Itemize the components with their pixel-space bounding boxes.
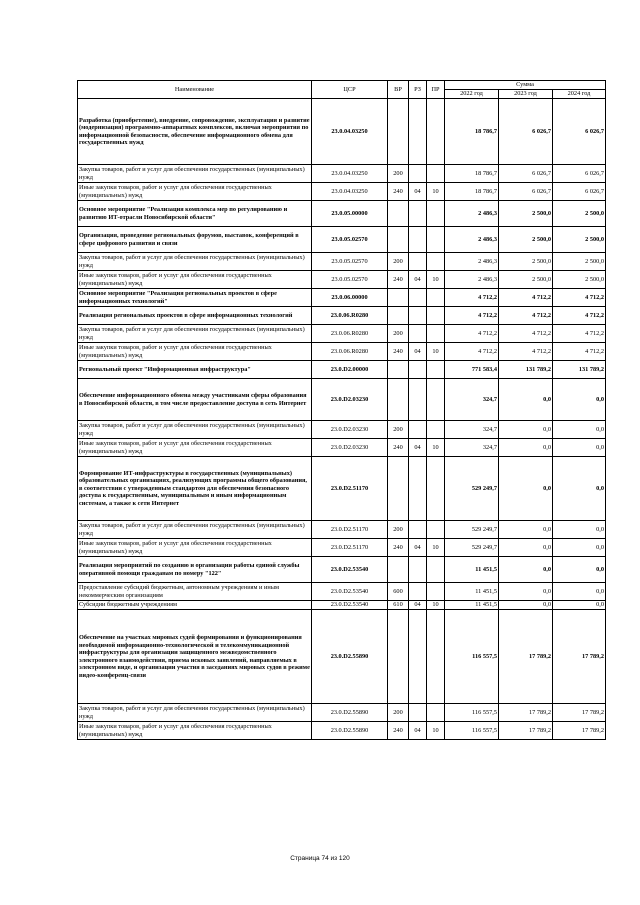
row-sum-2024: 2 500,0 [553, 201, 606, 227]
row-rz [409, 704, 427, 722]
row-csr: 23.0.D2.53540 [312, 557, 388, 583]
header-year-2023: 2023 год [499, 90, 553, 99]
row-sum-2024: 4 712,2 [553, 325, 606, 343]
row-vr: 200 [388, 704, 409, 722]
row-rz [409, 583, 427, 601]
page-number: Страница 74 из 120 [290, 855, 350, 862]
row-rz [409, 201, 427, 227]
header-year-2022: 2022 год [445, 90, 499, 99]
row-csr: 23.0.D2.03230 [312, 379, 388, 421]
row-name: Реализация региональных проектов в сфере информационных технологий [78, 307, 312, 325]
row-pr [427, 165, 445, 183]
row-csr: 23.0.05.02570 [312, 227, 388, 253]
row-vr [388, 610, 409, 704]
row-rz [409, 99, 427, 165]
row-sum-2022: 18 786,7 [445, 183, 499, 201]
row-sum-2023: 2 500,0 [499, 201, 553, 227]
row-rz [409, 379, 427, 421]
table-row [78, 583, 606, 601]
row-csr: 23.0.D2.51170 [312, 539, 388, 557]
row-name: Субсидии бюджетным учреждениям [78, 601, 312, 610]
row-sum-2023: 131 789,2 [499, 361, 553, 379]
row-pr: 10 [427, 539, 445, 557]
header-vr: ВР [388, 81, 409, 99]
row-sum-2022: 18 786,7 [445, 165, 499, 183]
row-sum-2023: 6 026,7 [499, 165, 553, 183]
row-vr: 240 [388, 722, 409, 740]
row-name: Иные закупки товаров, работ и услуг для обеспечения государственных (муниципальных) нужд [78, 439, 312, 457]
row-csr: 23.0.04.03250 [312, 165, 388, 183]
row-sum-2022: 11 451,5 [445, 601, 499, 610]
row-pr [427, 201, 445, 227]
row-vr [388, 457, 409, 521]
row-pr: 10 [427, 439, 445, 457]
budget-table [77, 80, 606, 740]
row-csr: 23.0.D2.00000 [312, 361, 388, 379]
row-pr: 10 [427, 722, 445, 740]
row-vr [388, 361, 409, 379]
row-sum-2023: 4 712,2 [499, 307, 553, 325]
row-sum-2023: 0,0 [499, 379, 553, 421]
row-sum-2023: 6 026,7 [499, 183, 553, 201]
row-pr [427, 253, 445, 271]
row-sum-2022: 529 249,7 [445, 539, 499, 557]
row-csr: 23.0.05.02570 [312, 253, 388, 271]
row-sum-2024: 2 500,0 [553, 253, 606, 271]
row-name: Закупка товаров, работ и услуг для обеспечения государственных (муниципальных) нужд [78, 704, 312, 722]
row-vr: 240 [388, 539, 409, 557]
row-rz [409, 325, 427, 343]
table-row [78, 227, 606, 253]
row-vr [388, 557, 409, 583]
row-sum-2024: 17 789,2 [553, 722, 606, 740]
row-sum-2023: 0,0 [499, 557, 553, 583]
row-pr [427, 289, 445, 307]
row-name: Основное мероприятие "Реализация комплекса мер по регулированию и развитию ИТ-отрасли Новосибирской области" [78, 201, 312, 227]
row-sum-2022: 4 712,2 [445, 343, 499, 361]
row-sum-2023: 0,0 [499, 583, 553, 601]
row-rz [409, 457, 427, 521]
row-sum-2024: 2 500,0 [553, 271, 606, 289]
row-rz: 04 [409, 539, 427, 557]
row-rz [409, 165, 427, 183]
row-sum-2022: 771 583,4 [445, 361, 499, 379]
header-pr: ПР [427, 81, 445, 99]
table-row [78, 201, 606, 227]
header-csr: ЦСР [312, 81, 388, 99]
row-sum-2023: 4 712,2 [499, 343, 553, 361]
table-row [78, 722, 606, 740]
table-row [78, 289, 606, 307]
table-row [78, 557, 606, 583]
row-sum-2024: 4 712,2 [553, 307, 606, 325]
row-rz: 04 [409, 439, 427, 457]
row-csr: 23.0.D2.55890 [312, 722, 388, 740]
table-row [78, 521, 606, 539]
table-row [78, 99, 606, 165]
row-sum-2024: 4 712,2 [553, 289, 606, 307]
row-vr: 610 [388, 601, 409, 610]
row-rz [409, 227, 427, 253]
row-name: Обеспечение информационного обмена между участниками сферы образования в Новосибирской области, в том числе предоставление доступа в сеть Интернет [78, 379, 312, 421]
row-sum-2022: 2 486,3 [445, 253, 499, 271]
table-row [78, 165, 606, 183]
row-name: Предоставление субсидий бюджетным, автономным учреждениям и иным некоммерческим организациям [78, 583, 312, 601]
row-csr: 23.0.D2.51170 [312, 521, 388, 539]
row-sum-2022: 4 712,2 [445, 307, 499, 325]
row-csr: 23.0.04.03250 [312, 99, 388, 165]
row-sum-2022: 529 249,7 [445, 457, 499, 521]
row-sum-2023: 4 712,2 [499, 325, 553, 343]
row-name: Закупка товаров, работ и услуг для обеспечения государственных (муниципальных) нужд [78, 521, 312, 539]
row-csr: 23.0.D2.53540 [312, 583, 388, 601]
row-sum-2024: 17 789,2 [553, 704, 606, 722]
row-sum-2024: 6 026,7 [553, 165, 606, 183]
row-csr: 23.0.06.R0280 [312, 343, 388, 361]
row-sum-2023: 17 789,2 [499, 610, 553, 704]
row-vr: 240 [388, 183, 409, 201]
row-rz [409, 421, 427, 439]
row-vr [388, 307, 409, 325]
row-sum-2022: 4 712,2 [445, 325, 499, 343]
row-pr [427, 361, 445, 379]
row-pr [427, 521, 445, 539]
row-csr: 23.0.06.R0280 [312, 325, 388, 343]
row-name: Иные закупки товаров, работ и услуг для обеспечения государственных (муниципальных) нужд [78, 271, 312, 289]
row-rz: 04 [409, 271, 427, 289]
table-row [78, 457, 606, 521]
row-csr: 23.0.D2.03230 [312, 421, 388, 439]
row-rz: 04 [409, 343, 427, 361]
row-name: Разработка (приобретение), внедрение, сопровождение, эксплуатация и развитие (модернизация) программно-аппаратных комплексов, включая мероприятия по информационной безопасности, обеспечение информационного обмена для государственных нужд [78, 99, 312, 165]
row-name: Основное мероприятие "Реализация региональных проектов в сфере информационных технологий" [78, 289, 312, 307]
row-sum-2023: 0,0 [499, 457, 553, 521]
row-pr: 10 [427, 183, 445, 201]
row-vr [388, 227, 409, 253]
row-sum-2024: 0,0 [553, 457, 606, 521]
row-pr [427, 583, 445, 601]
row-csr: 23.0.05.02570 [312, 271, 388, 289]
row-sum-2024: 0,0 [553, 583, 606, 601]
row-pr [427, 557, 445, 583]
row-sum-2022: 11 451,5 [445, 583, 499, 601]
row-pr [427, 610, 445, 704]
row-pr [427, 704, 445, 722]
row-csr: 23.0.D2.53540 [312, 601, 388, 610]
header-year-2024: 2024 год [553, 90, 606, 99]
row-name: Закупка товаров, работ и услуг для обеспечения государственных (муниципальных) нужд [78, 165, 312, 183]
row-sum-2022: 324,7 [445, 421, 499, 439]
row-csr: 23.0.D2.55890 [312, 610, 388, 704]
table-header [78, 81, 606, 99]
row-vr: 200 [388, 165, 409, 183]
table-row [78, 379, 606, 421]
row-rz [409, 521, 427, 539]
row-vr [388, 379, 409, 421]
row-vr: 240 [388, 343, 409, 361]
header-rz: РЗ [409, 81, 427, 99]
row-name: Реализация мероприятий по созданию и организации работы единой службы оперативной помощи гражданам по номеру "122" [78, 557, 312, 583]
table-row [78, 704, 606, 722]
row-sum-2022: 2 486,3 [445, 271, 499, 289]
row-name: Иные закупки товаров, работ и услуг для обеспечения государственных (муниципальных) нужд [78, 539, 312, 557]
row-sum-2022: 2 486,3 [445, 227, 499, 253]
table-row [78, 539, 606, 557]
row-sum-2024: 2 500,0 [553, 227, 606, 253]
row-sum-2024: 0,0 [553, 557, 606, 583]
row-vr: 240 [388, 439, 409, 457]
row-pr [427, 457, 445, 521]
row-sum-2024: 6 026,7 [553, 183, 606, 201]
row-sum-2023: 0,0 [499, 521, 553, 539]
row-vr: 200 [388, 253, 409, 271]
table-row [78, 325, 606, 343]
row-name: Закупка товаров, работ и услуг для обеспечения государственных (муниципальных) нужд [78, 325, 312, 343]
row-name: Закупка товаров, работ и услуг для обеспечения государственных (муниципальных) нужд [78, 421, 312, 439]
row-vr [388, 99, 409, 165]
row-name: Иные закупки товаров, работ и услуг для обеспечения государственных (муниципальных) нужд [78, 183, 312, 201]
row-name: Региональный проект "Информационная инфраструктура" [78, 361, 312, 379]
row-sum-2024: 6 026,7 [553, 99, 606, 165]
row-sum-2023: 2 500,0 [499, 271, 553, 289]
row-rz [409, 557, 427, 583]
row-csr: 23.0.D2.55890 [312, 704, 388, 722]
row-rz [409, 610, 427, 704]
row-csr: 23.0.06.R0280 [312, 307, 388, 325]
row-sum-2022: 116 557,5 [445, 722, 499, 740]
row-sum-2023: 0,0 [499, 421, 553, 439]
row-pr: 10 [427, 271, 445, 289]
row-csr: 23.0.04.03250 [312, 183, 388, 201]
row-sum-2023: 4 712,2 [499, 289, 553, 307]
row-vr: 200 [388, 521, 409, 539]
table-row [78, 343, 606, 361]
row-sum-2022: 324,7 [445, 439, 499, 457]
row-name: Организация, проведение региональных форумов, выставок, конференций в сфере цифрового развития и связи [78, 227, 312, 253]
row-sum-2023: 17 789,2 [499, 722, 553, 740]
row-rz [409, 253, 427, 271]
row-sum-2024: 0,0 [553, 379, 606, 421]
table-row [78, 361, 606, 379]
table-row [78, 610, 606, 704]
table-row [78, 253, 606, 271]
row-sum-2024: 0,0 [553, 601, 606, 610]
row-name: Иные закупки товаров, работ и услуг для обеспечения государственных (муниципальных) нужд [78, 722, 312, 740]
row-sum-2022: 2 486,3 [445, 201, 499, 227]
row-pr [427, 99, 445, 165]
row-sum-2024: 17 789,2 [553, 610, 606, 704]
row-sum-2023: 6 026,7 [499, 99, 553, 165]
row-sum-2022: 529 249,7 [445, 521, 499, 539]
row-vr: 200 [388, 325, 409, 343]
row-pr [427, 421, 445, 439]
row-sum-2022: 11 451,5 [445, 557, 499, 583]
row-sum-2024: 131 789,2 [553, 361, 606, 379]
row-sum-2022: 116 557,5 [445, 610, 499, 704]
row-csr: 23.0.D2.51170 [312, 457, 388, 521]
row-sum-2023: 2 500,0 [499, 227, 553, 253]
table-row [78, 271, 606, 289]
row-vr: 200 [388, 421, 409, 439]
row-pr [427, 379, 445, 421]
table-row [78, 601, 606, 610]
table-body [78, 99, 606, 740]
row-sum-2023: 17 789,2 [499, 704, 553, 722]
row-sum-2024: 0,0 [553, 521, 606, 539]
table-row [78, 307, 606, 325]
row-sum-2022: 18 786,7 [445, 99, 499, 165]
row-name: Формирование ИТ-инфраструктуры в государственных (муниципальных) образовательных организациях, реализующих программы общего образования, в соответствии с утвержденным стандартом для обеспечения безопасного доступа к государственным, муниципальным и иным информационным системам, а также к сети Интернет [78, 457, 312, 521]
row-rz: 04 [409, 601, 427, 610]
row-sum-2024: 4 712,2 [553, 343, 606, 361]
row-sum-2024: 0,0 [553, 439, 606, 457]
row-rz [409, 361, 427, 379]
row-pr: 10 [427, 343, 445, 361]
row-vr [388, 201, 409, 227]
header-name: Наименование [78, 81, 312, 99]
row-vr: 600 [388, 583, 409, 601]
row-sum-2022: 116 557,5 [445, 704, 499, 722]
row-pr: 10 [427, 601, 445, 610]
row-sum-2024: 0,0 [553, 539, 606, 557]
row-sum-2023: 0,0 [499, 439, 553, 457]
row-pr [427, 227, 445, 253]
row-vr [388, 289, 409, 307]
row-sum-2022: 324,7 [445, 379, 499, 421]
row-name: Обеспечение на участках мировых судей формирования и функционирования необходимой информационно-технологической и телекоммуникационной инфраструктуры для организации защищенного межведомственного электронного взаимодействия, приема исковых заявлений, направляемых в электронном виде, и организации участия в заседаниях мировых судов в режиме видео-конференц-связи [78, 610, 312, 704]
row-csr: 23.0.05.00000 [312, 201, 388, 227]
row-pr [427, 307, 445, 325]
row-csr: 23.0.D2.03230 [312, 439, 388, 457]
row-sum-2024: 0,0 [553, 421, 606, 439]
row-rz [409, 289, 427, 307]
header-sum: Сумма [445, 81, 606, 90]
table-row [78, 183, 606, 201]
row-rz: 04 [409, 183, 427, 201]
row-sum-2023: 0,0 [499, 539, 553, 557]
row-pr [427, 325, 445, 343]
row-sum-2022: 4 712,2 [445, 289, 499, 307]
row-sum-2023: 2 500,0 [499, 253, 553, 271]
row-vr: 240 [388, 271, 409, 289]
row-name: Иные закупки товаров, работ и услуг для обеспечения государственных (муниципальных) нужд [78, 343, 312, 361]
table-row [78, 439, 606, 457]
row-rz [409, 307, 427, 325]
row-rz: 04 [409, 722, 427, 740]
table-row [78, 421, 606, 439]
row-sum-2023: 0,0 [499, 601, 553, 610]
row-name: Закупка товаров, работ и услуг для обеспечения государственных (муниципальных) нужд [78, 253, 312, 271]
row-csr: 23.0.06.00000 [312, 289, 388, 307]
